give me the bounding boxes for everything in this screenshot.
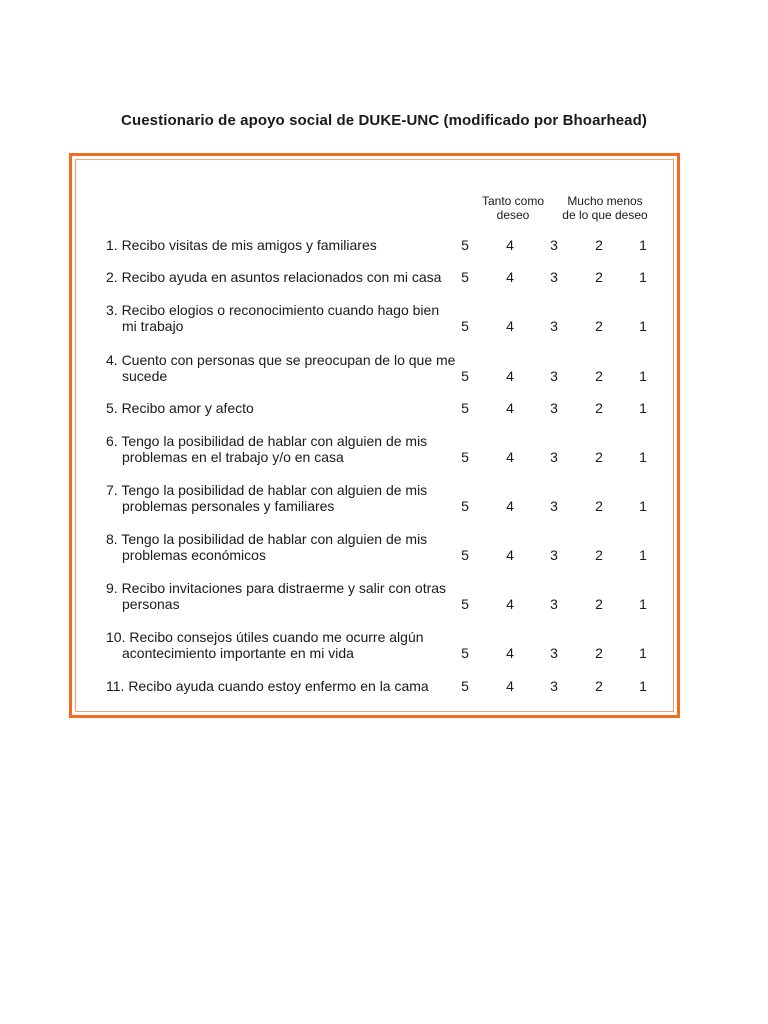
scale-option-1: 1 xyxy=(639,400,647,416)
scale-option-4: 4 xyxy=(506,645,514,661)
question-text xyxy=(106,629,458,661)
scale-option-1: 1 xyxy=(639,269,647,285)
scale-option-2: 2 xyxy=(595,269,603,285)
scale-header-right-line2: de lo que deseo xyxy=(562,208,648,222)
scale-option-1: 1 xyxy=(639,547,647,563)
scale-option-3: 3 xyxy=(550,237,558,253)
scale-option-5: 5 xyxy=(461,368,469,384)
question-text xyxy=(106,400,458,416)
scale-option-3: 3 xyxy=(550,269,558,285)
scale-option-4: 4 xyxy=(506,400,514,416)
scale-option-4: 4 xyxy=(506,498,514,514)
question-text xyxy=(106,302,458,334)
scale-option-2: 2 xyxy=(595,547,603,563)
scale-option-2: 2 xyxy=(595,678,603,694)
question-text xyxy=(106,433,458,465)
scale-header-left xyxy=(473,194,553,222)
scale-option-3: 3 xyxy=(550,645,558,661)
scale-option-5: 5 xyxy=(461,645,469,661)
scale-option-5: 5 xyxy=(461,498,469,514)
scale-option-1: 1 xyxy=(639,596,647,612)
scale-option-5: 5 xyxy=(461,678,469,694)
scale-option-2: 2 xyxy=(595,318,603,334)
scale-header-right-line1: Mucho menos xyxy=(567,194,643,208)
scale-option-3: 3 xyxy=(550,547,558,563)
scale-option-4: 4 xyxy=(506,368,514,384)
scale-option-3: 3 xyxy=(550,368,558,384)
scale-option-3: 3 xyxy=(550,678,558,694)
question-line-continued: problemas económicos xyxy=(122,547,266,563)
question-line: 7. Tengo la posibilidad de hablar con alguien de mis xyxy=(106,482,428,498)
question-line: 5. Recibo amor y afecto xyxy=(106,400,254,416)
scale-header-right xyxy=(555,194,655,222)
question-line-continued: personas xyxy=(122,596,180,612)
scale-option-1: 1 xyxy=(639,368,647,384)
question-line: 4. Cuento con personas que se preocupan de lo que me xyxy=(106,352,456,368)
scale-option-3: 3 xyxy=(550,400,558,416)
question-line-continued: problemas personales y familiares xyxy=(122,498,335,514)
question-text xyxy=(106,482,458,514)
question-text xyxy=(106,237,458,253)
scale-option-1: 1 xyxy=(639,449,647,465)
question-text xyxy=(106,531,458,563)
scale-option-4: 4 xyxy=(506,596,514,612)
scale-option-5: 5 xyxy=(461,449,469,465)
question-line-continued: sucede xyxy=(122,368,168,384)
question-line-continued: acontecimiento importante en mi vida xyxy=(122,645,354,661)
question-line: 2. Recibo ayuda en asuntos relacionados con mi casa xyxy=(106,269,442,285)
scale-option-2: 2 xyxy=(595,645,603,661)
scale-option-3: 3 xyxy=(550,318,558,334)
scale-option-3: 3 xyxy=(550,596,558,612)
scale-option-5: 5 xyxy=(461,547,469,563)
scale-option-4: 4 xyxy=(506,318,514,334)
question-line: 11. Recibo ayuda cuando estoy enfermo en la cama xyxy=(106,678,429,694)
scale-option-1: 1 xyxy=(639,678,647,694)
question-line: 1. Recibo visitas de mis amigos y familiares xyxy=(106,237,377,253)
page-title: Cuestionario de apoyo social de DUKE-UNC (modificado por Bhoarhead) xyxy=(121,112,647,129)
question-line-continued: problemas en el trabajo y/o en casa xyxy=(122,449,344,465)
question-line: 3. Recibo elogios o reconocimiento cuando hago bien xyxy=(106,302,440,318)
scale-option-2: 2 xyxy=(595,449,603,465)
scale-option-2: 2 xyxy=(595,596,603,612)
question-text xyxy=(106,352,458,384)
scale-option-1: 1 xyxy=(639,645,647,661)
question-line-continued: mi trabajo xyxy=(122,318,184,334)
scale-header-left-line1: Tanto como xyxy=(481,194,545,208)
scale-option-2: 2 xyxy=(595,498,603,514)
scale-option-5: 5 xyxy=(461,596,469,612)
scale-option-1: 1 xyxy=(639,318,647,334)
scale-option-2: 2 xyxy=(595,368,603,384)
scale-option-4: 4 xyxy=(506,269,514,285)
question-line: 6. Tengo la posibilidad de hablar con alguien de mis xyxy=(106,433,428,449)
scale-option-1: 1 xyxy=(639,237,647,253)
question-text xyxy=(106,580,458,612)
question-text xyxy=(106,269,458,285)
scale-option-4: 4 xyxy=(506,237,514,253)
scale-option-5: 5 xyxy=(461,400,469,416)
question-line: 8. Tengo la posibilidad de hablar con alguien de mis xyxy=(106,531,428,547)
scale-header-left-line2: deseo xyxy=(496,208,530,222)
scale-option-2: 2 xyxy=(595,237,603,253)
scale-option-2: 2 xyxy=(595,400,603,416)
scale-option-3: 3 xyxy=(550,498,558,514)
question-line: 9. Recibo invitaciones para distraerme y salir con otras xyxy=(106,580,447,596)
scale-option-4: 4 xyxy=(506,678,514,694)
scale-option-4: 4 xyxy=(506,547,514,563)
scale-option-5: 5 xyxy=(461,318,469,334)
question-line: 10. Recibo consejos útiles cuando me ocurre algún xyxy=(106,629,424,645)
scale-option-5: 5 xyxy=(461,269,469,285)
scale-option-4: 4 xyxy=(506,449,514,465)
scale-option-5: 5 xyxy=(461,237,469,253)
question-text xyxy=(106,678,458,694)
scale-option-3: 3 xyxy=(550,449,558,465)
scale-option-1: 1 xyxy=(639,498,647,514)
